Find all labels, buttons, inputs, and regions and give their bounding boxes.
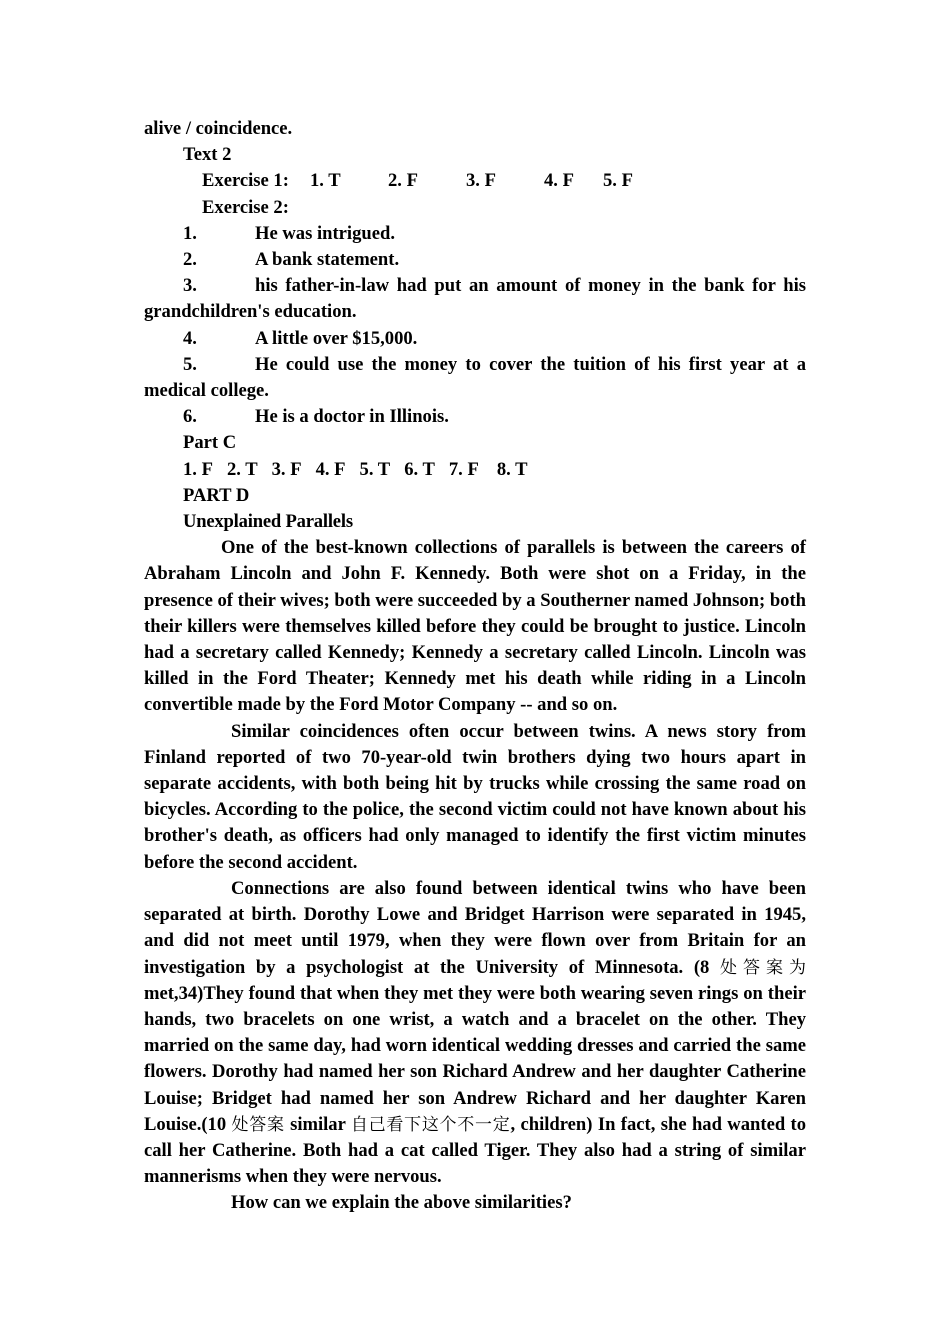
item-number: 2. bbox=[183, 249, 197, 271]
article-title: Unexplained Parallels bbox=[183, 511, 353, 533]
paragraph-text: Connections are also found between identical twins who have been separated at birth. Dorothy Lowe and Bridget Harrison were separated in 1945, and did not meet until 1979, when they were flown over from Britain for an investigation by a psychologist at the University of Minnesota. (8 bbox=[144, 877, 806, 978]
exercise1-answer: 2. F bbox=[388, 170, 418, 192]
intro-line: alive / coincidence. bbox=[144, 118, 293, 139]
part-c-heading: Part C bbox=[183, 432, 237, 454]
item-text: He could use the money to cover the tuition of his first year at a bbox=[255, 353, 806, 375]
item-text: He was intrigued. bbox=[255, 222, 395, 244]
item-number: 1. bbox=[183, 222, 197, 244]
exercise1-answer: 4. F bbox=[544, 170, 574, 192]
item-number: 6. bbox=[183, 406, 197, 428]
exercise2-item bbox=[144, 247, 806, 273]
paragraph-text: , children) In fact, she had wanted to call her Catherine. Both had a cat called Tiger. They also had a string of similar mannerisms when they were nervous. bbox=[144, 1113, 807, 1188]
annotation-note: 自己看下这个不一定 bbox=[350, 1114, 511, 1135]
item-text: A bank statement. bbox=[255, 249, 400, 271]
annotation-note: 处答案 bbox=[231, 1114, 285, 1135]
exercise1-row bbox=[144, 168, 806, 194]
paragraph-text: One of the best-known collections of parallels is between the careers of Abraham Lincoln and John F. Kennedy. Both were shot on a Friday, in the presence of their wives; both were succeeded by a Southerner named Johnson; both their killers were themselves killed before they could be brought to justice. Lincoln had a secretary called Kennedy; Kennedy a secretary called Lincoln. Lincoln was killed in the Ford Theater; Kennedy met his death while riding in a Lincoln convertible made by the Ford Motor Company -- and so on. bbox=[144, 537, 806, 716]
item-number: 3. bbox=[183, 275, 197, 297]
item-text-continued: medical college. bbox=[144, 380, 269, 402]
paragraph-text: met,34)They found that when they met they were both wearing seven rings on their hands, two bracelets on one wrist, a watch and a bracelet on the other. They married on the same day, had worn identical wedding dresses and carried the same flowers. Dorothy had named her son Richard Andrew and her daughter Catherine Louise; Bridget had named her son Andrew Richard and her daughter Karen Louise.(10 bbox=[144, 982, 806, 1135]
exercise1-label: Exercise 1: bbox=[202, 170, 289, 192]
article-paragraph bbox=[144, 719, 806, 876]
exercise2-item bbox=[144, 221, 806, 247]
exercise1-answer: 3. F bbox=[466, 170, 496, 192]
part-c-answer: 3. F bbox=[271, 458, 302, 480]
paragraph-text: Similar coincidences often occur between twins. A news story from Finland reported of two 70-year-old twin brothers dying two hours apart in separate accidents, with both being hit by trucks while crossing the same road on bicycles. According to the police, the second victim could not have known about his brother's death, as officers had only managed to identify the first victim minutes before the second accident. bbox=[144, 720, 806, 873]
part-c-answer: 7. F bbox=[448, 458, 479, 480]
exercise2-item bbox=[144, 352, 806, 378]
annotation-note: 处答案为 bbox=[720, 957, 807, 978]
document-page bbox=[144, 116, 806, 1217]
item-text: his father-in-law had put an amount of money in the bank for his bbox=[255, 275, 806, 297]
item-number: 4. bbox=[183, 327, 197, 349]
text2-heading: Text 2 bbox=[183, 144, 232, 166]
part-c-answer: 2. T bbox=[226, 458, 258, 480]
article-paragraph bbox=[144, 535, 806, 718]
part-c-answer: 5. T bbox=[359, 458, 391, 480]
exercise2-item bbox=[144, 326, 806, 352]
paragraph-text: similar bbox=[284, 1113, 351, 1135]
exercise2-item bbox=[144, 404, 806, 430]
part-c-answer: 6. T bbox=[404, 458, 435, 480]
exercise2-item bbox=[144, 273, 806, 299]
part-c-answers bbox=[144, 457, 806, 483]
part-c-answer: 4. F bbox=[315, 458, 346, 480]
article-paragraph bbox=[144, 876, 806, 1190]
paragraph-text: How can we explain the above similarities? bbox=[231, 1192, 572, 1214]
part-c-answer: 8. T bbox=[496, 458, 528, 480]
item-text-continued: grandchildren's education. bbox=[144, 301, 357, 323]
item-text: A little over $15,000. bbox=[255, 327, 418, 349]
exercise1-answer: 5. F bbox=[603, 170, 633, 192]
article-paragraph bbox=[144, 1190, 806, 1216]
item-text: He is a doctor in Illinois. bbox=[255, 406, 449, 428]
item-number: 5. bbox=[183, 353, 197, 375]
part-d-heading: PART D bbox=[183, 484, 250, 506]
part-c-answer: 1. F bbox=[183, 458, 213, 480]
exercise2-label: Exercise 2: bbox=[202, 196, 289, 218]
exercise1-answer: 1. T bbox=[310, 170, 341, 192]
